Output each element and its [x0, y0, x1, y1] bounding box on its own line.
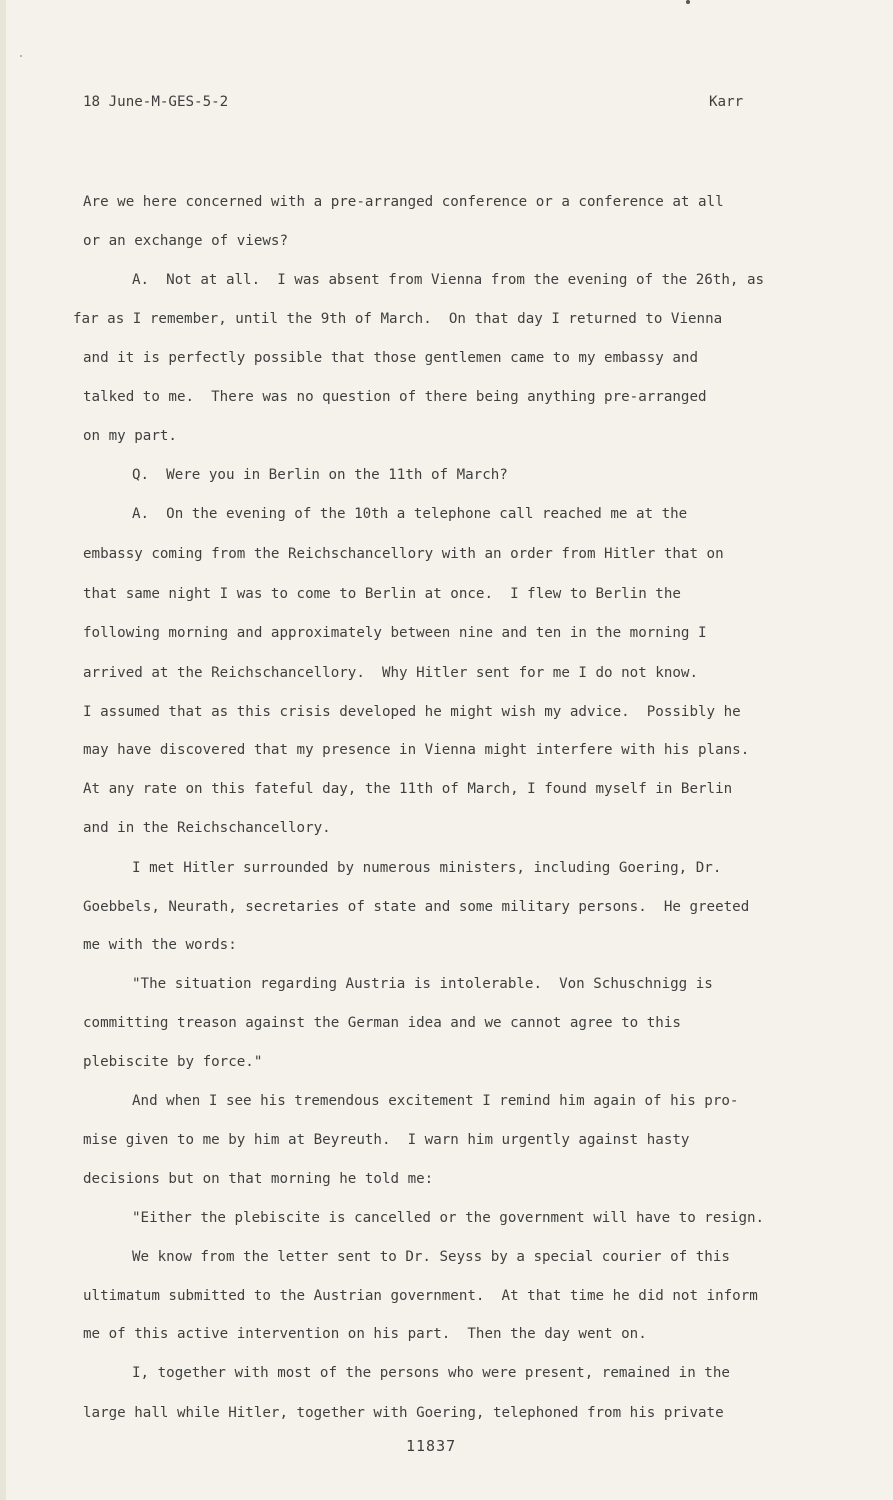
page-edge: [0, 0, 6, 1500]
text-line: Are we here concerned with a pre-arranged conference or a conference at all: [83, 194, 724, 210]
text-line: me of this active intervention on his part. Then the day went on.: [83, 1326, 647, 1342]
reporter-name: Karr: [709, 94, 744, 110]
text-line: Goebbels, Neurath, secretaries of state and some military persons. He greeted: [83, 899, 750, 915]
text-line: on my part.: [83, 428, 177, 444]
text-line: ultimatum submitted to the Austrian government. At that time he did not inform: [83, 1288, 758, 1304]
text-line: "Either the plebiscite is cancelled or the government will have to resign.: [132, 1210, 765, 1226]
text-line: A. On the evening of the 10th a telephone call reached me at the: [132, 506, 688, 522]
text-line: large hall while Hitler, together with Goering, telephoned from his private: [83, 1405, 724, 1421]
text-line: Q. Were you in Berlin on the 11th of March?: [132, 467, 508, 483]
ink-speck: [20, 55, 22, 57]
ink-speck: [686, 0, 690, 4]
text-line: "The situation regarding Austria is intolerable. Von Schuschnigg is: [132, 976, 713, 992]
text-line: following morning and approximately between nine and ten in the morning I: [83, 625, 707, 641]
text-line: mise given to me by him at Beyreuth. I warn him urgently against hasty: [83, 1132, 690, 1148]
text-line: and in the Reichschancellory.: [83, 820, 331, 836]
text-line: and it is perfectly possible that those gentlemen came to my embassy and: [83, 350, 698, 366]
document-reference: 18 June-M-GES-5-2: [83, 94, 229, 110]
text-line: committing treason against the German idea and we cannot agree to this: [83, 1015, 681, 1031]
text-line: or an exchange of views?: [83, 233, 288, 249]
text-line: A. Not at all. I was absent from Vienna from the evening of the 26th, as: [132, 272, 765, 288]
text-line: talked to me. There was no question of there being anything pre-arranged: [83, 389, 707, 405]
text-line: arrived at the Reichschancellory. Why Hitler sent for me I do not know.: [83, 665, 698, 681]
text-line: far as I remember, until the 9th of March. On that day I returned to Vienna: [73, 311, 723, 327]
text-line: And when I see his tremendous excitement I remind him again of his pro-: [132, 1093, 739, 1109]
text-line: may have discovered that my presence in Vienna might interfere with his plans.: [83, 742, 750, 758]
text-line: decisions but on that morning he told me:: [83, 1171, 434, 1187]
text-line: I, together with most of the persons who were present, remained in the: [132, 1365, 730, 1381]
text-line: At any rate on this fateful day, the 11th of March, I found myself in Berlin: [83, 781, 733, 797]
page-number: 11837: [406, 1437, 457, 1455]
text-line: I met Hitler surrounded by numerous ministers, including Goering, Dr.: [132, 860, 722, 876]
text-line: me with the words:: [83, 937, 237, 953]
text-line: that same night I was to come to Berlin at once. I flew to Berlin the: [83, 586, 681, 602]
text-line: embassy coming from the Reichschancellory with an order from Hitler that on: [83, 546, 724, 562]
text-line: plebiscite by force.": [83, 1054, 263, 1070]
text-line: We know from the letter sent to Dr. Seyss by a special courier of this: [132, 1249, 730, 1265]
text-line: I assumed that as this crisis developed he might wish my advice. Possibly he: [83, 704, 741, 720]
